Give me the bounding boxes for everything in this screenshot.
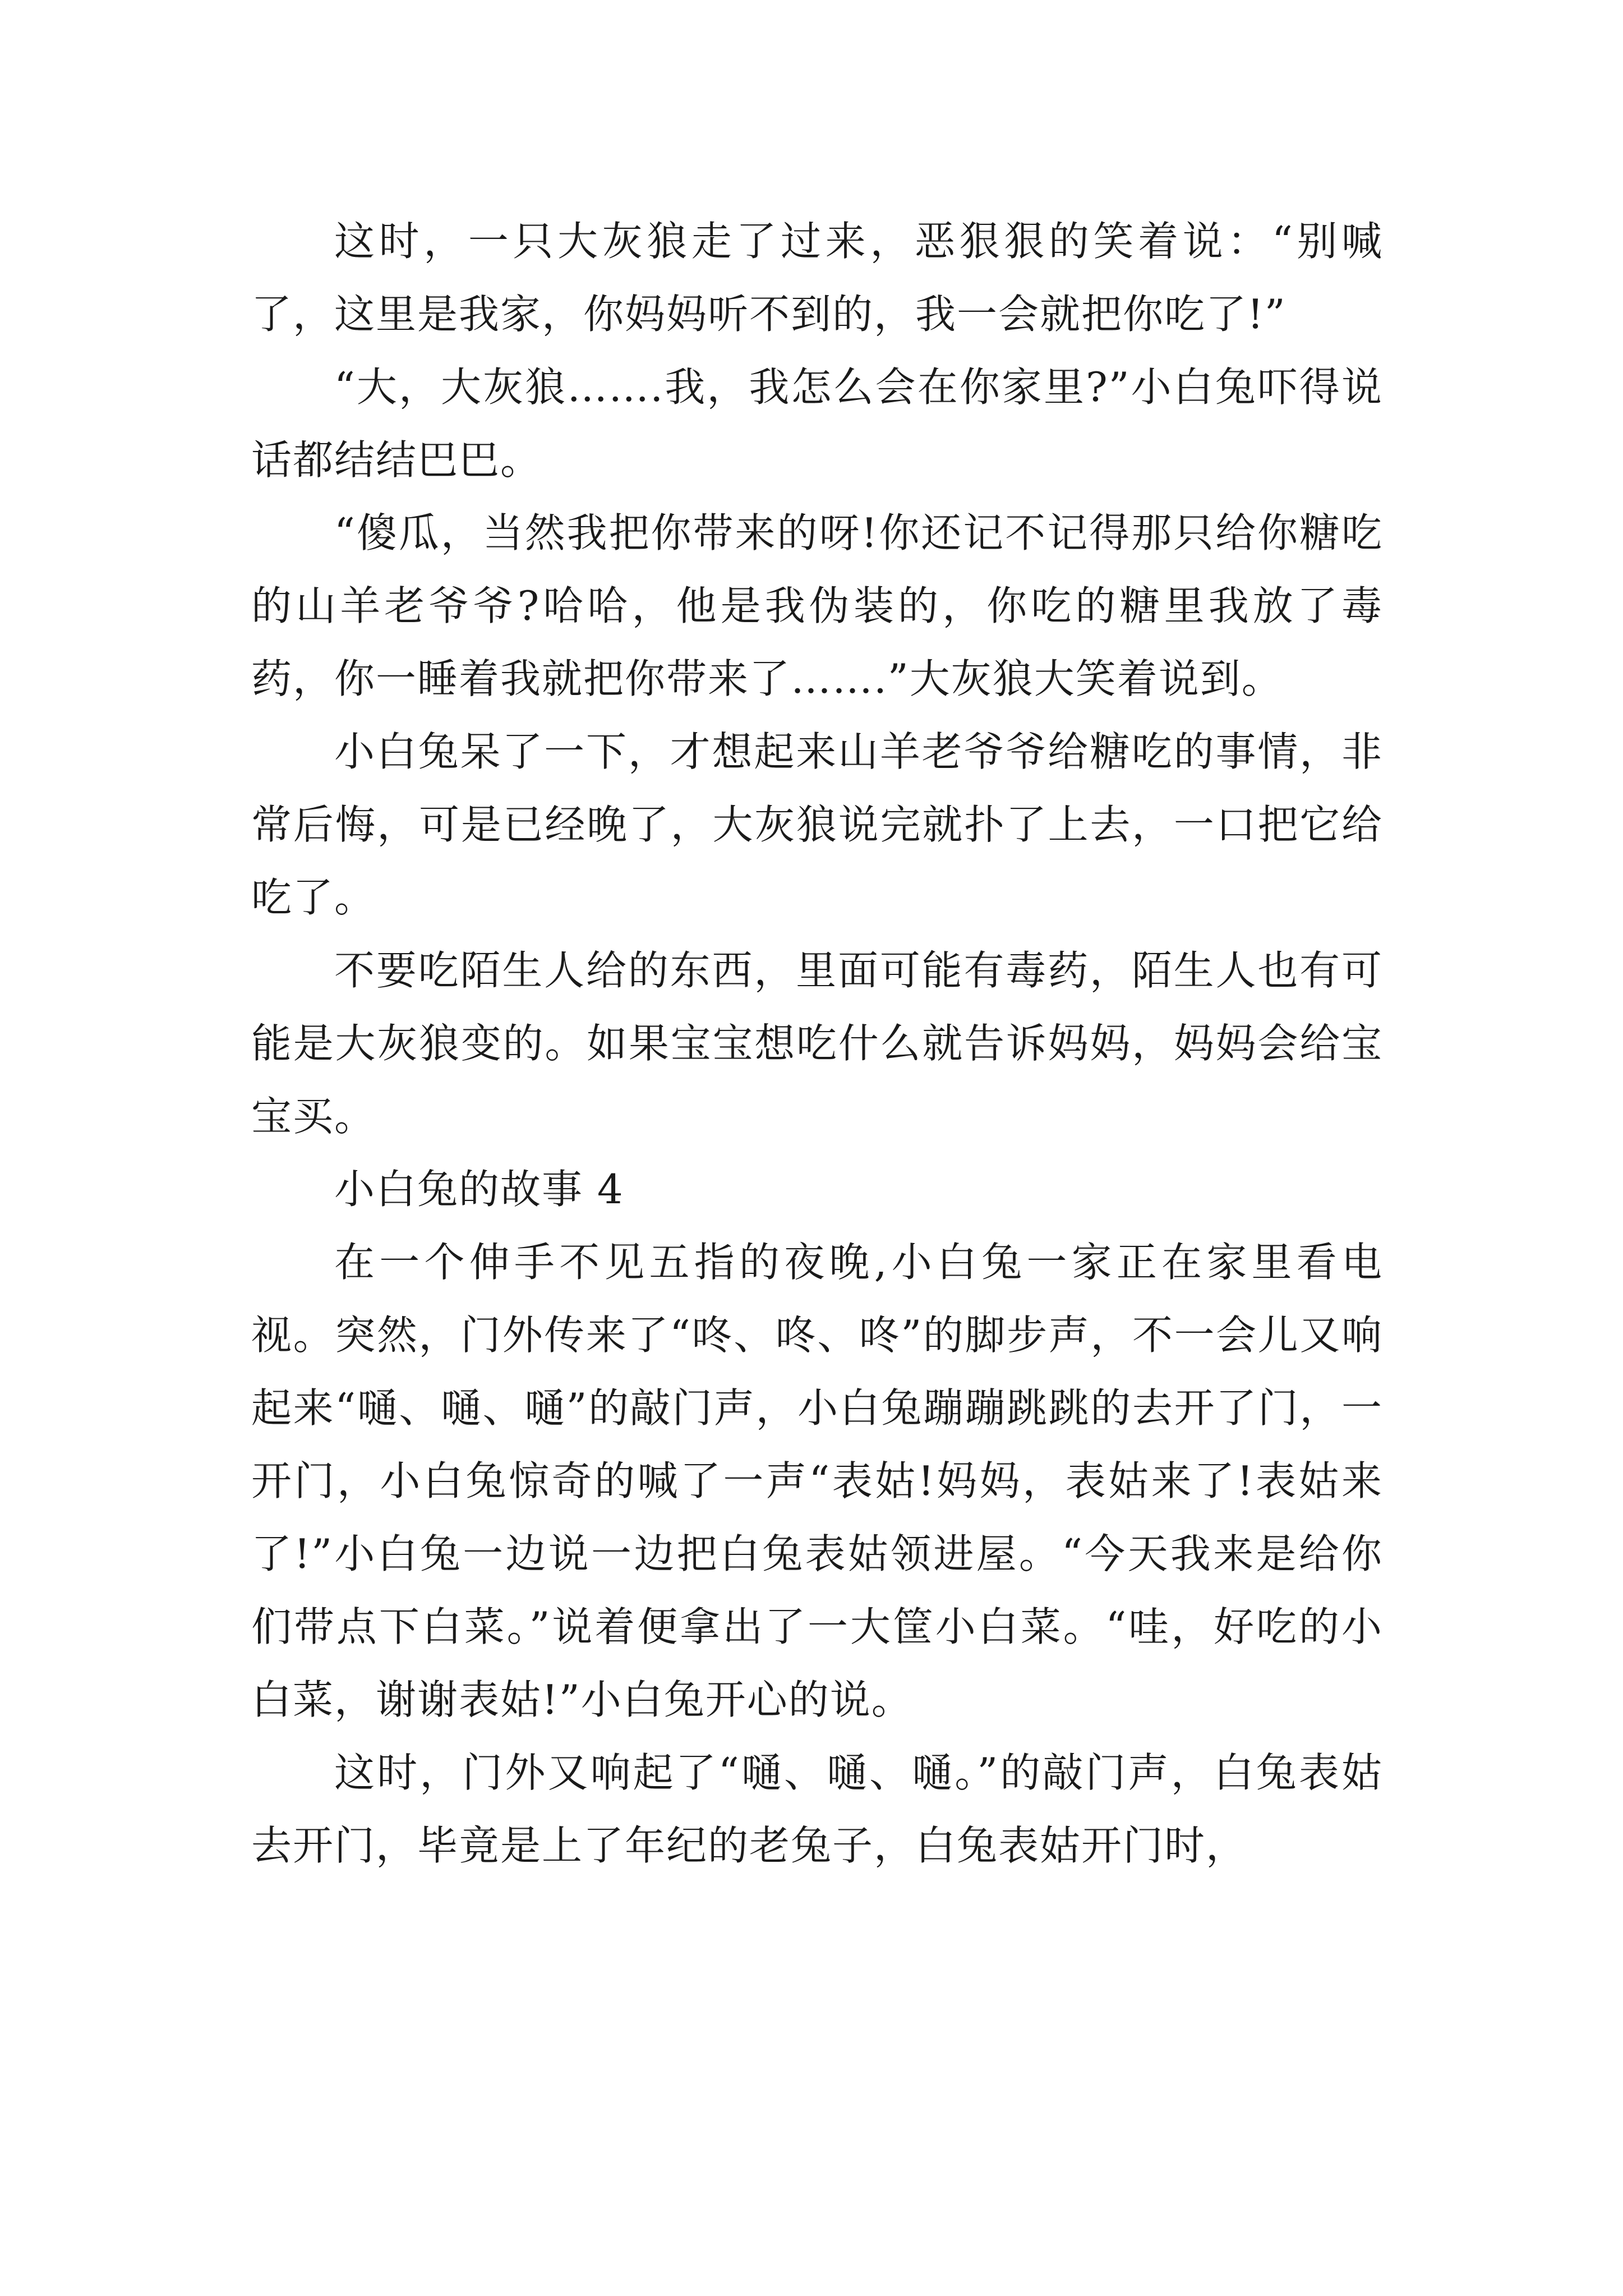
paragraph-2: “大，大灰狼…….我，我怎么会在你家里?”小白兔吓得说话都结结巴巴。 [251, 364, 1383, 484]
paragraph-5: 不要吃陌生人给的东西，里面可能有毒药，陌生人也有可能是大灰狼变的。如果宝宝想吃什么就告诉妈妈，妈妈会给宝宝买。 [251, 947, 1383, 1140]
paragraph-1: 这时，一只大灰狼走了过来，恶狠狠的笑着说：“别喊了，这里是我家，你妈妈听不到的，我一会就把你吃了!” [251, 218, 1383, 338]
paragraph-6: 在一个伸手不见五指的夜晚,小白兔一家正在家里看电视。突然，门外传来了“咚、咚、咚”的脚步声，不一会儿又响起来“嗵、嗵、嗵”的敲门声，小白兔蹦蹦跳跳的去开了门，一开门，小白兔惊奇的喊了一声“表姑!妈妈，表姑来了!表姑来了!”小白兔一边说一边把白兔表姑领进屋。“今天我来是给你们带点下白菜。”说着便拿出了一大筐小白菜。“哇，好吃的小白菜，谢谢表姑!”小白兔开心的说。 [251, 1239, 1383, 1723]
document-body [251, 205, 1383, 1882]
paragraph-7: 这时，门外又响起了“嗵、嗵、嗵。”的敲门声，白兔表姑去开门，毕竟是上了年纪的老兔子，白兔表姑开门时， [251, 1749, 1383, 1869]
paragraph-4: 小白兔呆了一下，才想起来山羊老爷爷给糖吃的事情，非常后悔，可是已经晚了，大灰狼说完就扑了上去，一口把它给吃了。 [251, 728, 1383, 921]
paragraph-3: “傻瓜，当然我把你带来的呀!你还记不记得那只给你糖吃的山羊老爷爷?哈哈，他是我伪装的，你吃的糖里我放了毒药，你一睡着我就把你带来了…….”大灰狼大笑着说到。 [251, 509, 1383, 702]
section-heading: 小白兔的故事 4 [334, 1166, 624, 1213]
